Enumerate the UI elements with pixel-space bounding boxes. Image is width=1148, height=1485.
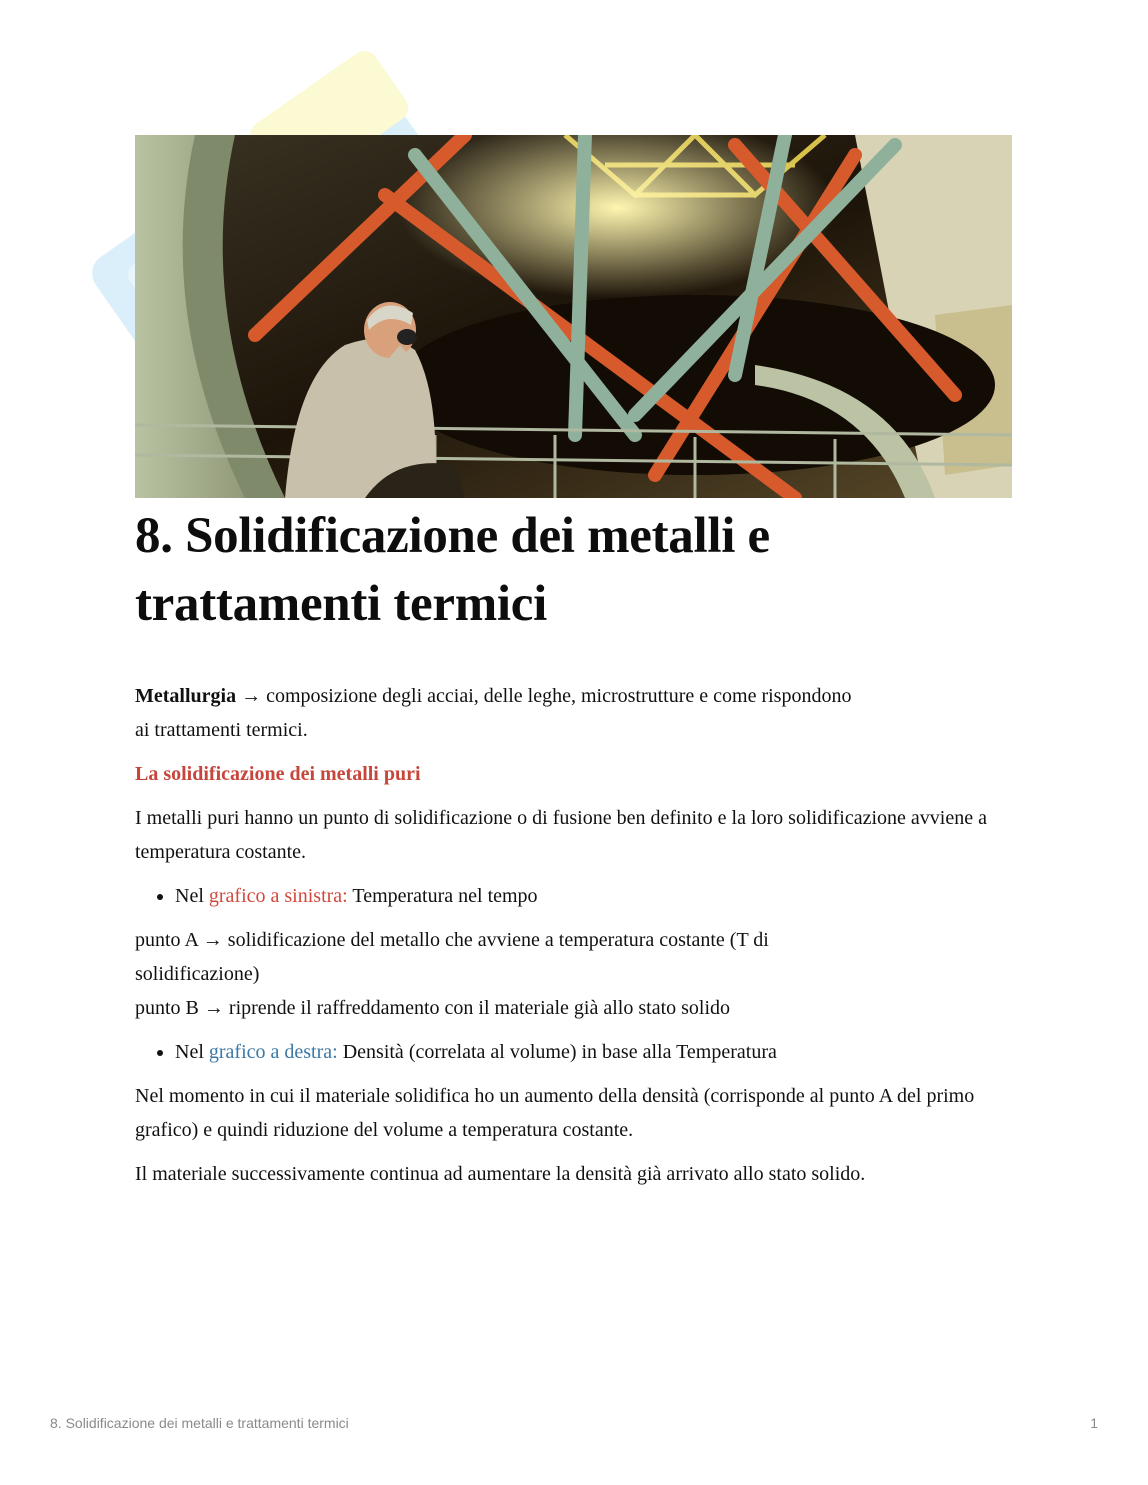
paragraph: I metalli puri hanno un punto di solidificazione o di fusione ben definito e la loro solidificazione avviene a temperatura costante. — [135, 807, 987, 863]
highlight-right-chart: grafico a destra: — [208, 1041, 338, 1063]
section-heading: La solidificazione dei metalli puri — [135, 763, 421, 785]
paragraph: Nel momento in cui il materiale solidifica ho un aumento della densità (corrisponde al punto A del primo grafico) e quindi riduzione del volume a temperatura costante. — [135, 1085, 975, 1141]
bullet-list — [135, 879, 1012, 913]
page-title: 8. Solidificazione dei metalli e trattamenti termici — [135, 508, 770, 632]
intro-paragraph — [135, 679, 855, 747]
highlight-left-chart: grafico a sinistra: — [208, 885, 348, 907]
paragraph: Il materiale successivamente continua ad aumentare la densità già arrivato allo stato solido. — [135, 1163, 866, 1185]
list-item: • Nel grafico a sinistra: Temperatura nel tempo — [175, 879, 1012, 913]
arrow-glyph: → — [202, 929, 223, 951]
intro-text: composizione degli acciai, delle leghe, microstrutture e come rispondono ai trattamenti termici. — [135, 685, 852, 741]
footer-doc-title: 8. Solidificazione dei metalli e trattamenti termici — [50, 1415, 349, 1431]
document-body — [135, 679, 1012, 1191]
list-item: • Nel grafico a destra: Densità (correlata al volume) in base alla Temperatura — [175, 1035, 1012, 1069]
point-b-line: punto B → riprende il raffreddamento con il materiale già allo stato solido — [135, 997, 731, 1019]
footer-page-number: 1 — [1090, 1415, 1098, 1431]
intro-term: Metallurgia — [135, 685, 237, 707]
telescope-observer-photo — [135, 135, 1012, 498]
header-photo — [135, 135, 1012, 498]
point-a-line: punto A → solidificazione del metallo che avviene a temperatura costante (T di solidificazione) — [135, 929, 769, 985]
arrow-glyph: → — [241, 685, 262, 707]
arrow-glyph: → — [203, 997, 224, 1019]
bullet-list — [135, 1035, 1012, 1069]
